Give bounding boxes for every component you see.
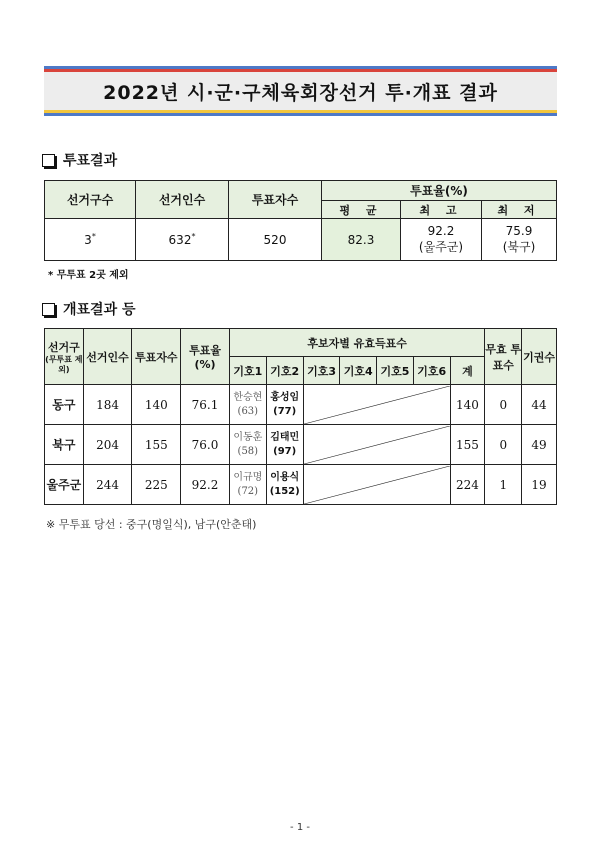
candidate-votes: (152) bbox=[269, 485, 300, 497]
section-counting-result-heading bbox=[42, 299, 136, 319]
header-district-label: 선거구 bbox=[47, 340, 80, 354]
checkbox-square-icon bbox=[42, 154, 55, 167]
cell-min bbox=[482, 219, 557, 261]
row-invalid: 0 bbox=[485, 425, 522, 465]
candidate-name: 이동훈 bbox=[233, 431, 263, 443]
row-voters: 204 bbox=[83, 425, 132, 465]
row-empty-candidates bbox=[303, 425, 450, 465]
value-max: 92.2 bbox=[427, 224, 455, 238]
row-abstain: 49 bbox=[522, 425, 557, 465]
header-no4: 기호4 bbox=[340, 357, 377, 385]
header-avg: 평 균 bbox=[322, 201, 401, 219]
header-abstain: 기권수 bbox=[522, 329, 557, 385]
candidate-votes: (63) bbox=[237, 405, 259, 417]
row-total: 155 bbox=[450, 425, 485, 465]
candidate-name: 김태민 bbox=[270, 431, 300, 443]
cell-avg: 82.3 bbox=[322, 219, 401, 261]
row-candidate2 bbox=[266, 425, 303, 465]
value-voters: 632 bbox=[168, 233, 192, 247]
row-rate: 76.1 bbox=[181, 385, 230, 425]
section-voting-result-heading bbox=[42, 150, 117, 170]
row-candidate1 bbox=[229, 425, 266, 465]
header-no3: 기호3 bbox=[303, 357, 340, 385]
page-title bbox=[44, 72, 557, 110]
diagonal-strike bbox=[304, 386, 450, 424]
voters-mark: * bbox=[191, 232, 196, 241]
row-rate: 76.0 bbox=[181, 425, 230, 465]
header-min: 최 저 bbox=[482, 201, 557, 219]
diagonal-strike bbox=[304, 466, 450, 504]
cell-ballots: 520 bbox=[229, 219, 322, 261]
row-candidate2 bbox=[266, 385, 303, 425]
voting-result-table bbox=[44, 180, 557, 261]
section-heading-text: 투표결과 bbox=[63, 153, 118, 169]
cell-max bbox=[401, 219, 482, 261]
row-district: 북구 bbox=[45, 425, 84, 465]
row-ballots: 140 bbox=[132, 385, 181, 425]
row-candidate2 bbox=[266, 465, 303, 505]
row-voters: 184 bbox=[83, 385, 132, 425]
districts-mark: * bbox=[91, 232, 96, 241]
header-district bbox=[45, 329, 84, 385]
header-invalid: 무효 투표수 bbox=[485, 329, 522, 385]
row-invalid: 1 bbox=[485, 465, 522, 505]
page-number: - 1 - bbox=[290, 822, 310, 833]
candidate-votes: (58) bbox=[237, 445, 259, 457]
value-min-where: (북구) bbox=[502, 240, 536, 254]
header-no2: 기호2 bbox=[266, 357, 303, 385]
candidate-votes: (77) bbox=[273, 405, 297, 417]
value-min: 75.9 bbox=[505, 224, 533, 238]
row-candidate1 bbox=[229, 385, 266, 425]
header-valid-votes: 후보자별 유효득표수 bbox=[229, 329, 485, 357]
header-district-note: (무투표 제외) bbox=[45, 354, 83, 374]
header-max: 최 고 bbox=[401, 201, 482, 219]
candidate-votes: (72) bbox=[237, 485, 259, 497]
header-no6: 기호6 bbox=[413, 357, 450, 385]
row-ballots: 225 bbox=[132, 465, 181, 505]
candidate-name: 이용식 bbox=[270, 471, 300, 483]
header-ballots: 투표자수 bbox=[229, 181, 322, 219]
header-rate: 투표율(%) bbox=[322, 181, 557, 201]
header-ballots: 투표자수 bbox=[132, 329, 181, 385]
value-districts: 3 bbox=[84, 233, 92, 247]
row-abstain: 19 bbox=[522, 465, 557, 505]
counting-result-table bbox=[44, 328, 557, 505]
checkbox-square-icon bbox=[42, 303, 55, 316]
row-abstain: 44 bbox=[522, 385, 557, 425]
row-district: 울주군 bbox=[45, 465, 84, 505]
row-empty-candidates bbox=[303, 385, 450, 425]
page-title-text: 2022년 시·군·구체육회장선거 투·개표 결과 bbox=[103, 81, 498, 104]
title-bar-blue-bottom bbox=[44, 113, 557, 116]
row-voters: 244 bbox=[83, 465, 132, 505]
header-districts: 선거구수 bbox=[45, 181, 136, 219]
row-candidate1 bbox=[229, 465, 266, 505]
row-total: 224 bbox=[450, 465, 485, 505]
row-total: 140 bbox=[450, 385, 485, 425]
row-invalid: 0 bbox=[485, 385, 522, 425]
footnote-uncontested: * 무투표 2곳 제외 bbox=[48, 270, 129, 281]
row-empty-candidates bbox=[303, 465, 450, 505]
diagonal-strike bbox=[304, 426, 450, 464]
section-heading-text: 개표결과 등 bbox=[63, 302, 136, 318]
footnote-uncontested-winners: ※ 무투표 당선 : 중구(명일식), 남구(안춘태) bbox=[46, 518, 257, 531]
row-ballots: 155 bbox=[132, 425, 181, 465]
candidate-votes: (97) bbox=[273, 445, 297, 457]
header-no1: 기호1 bbox=[229, 357, 266, 385]
table-row bbox=[45, 425, 557, 465]
header-total: 계 bbox=[450, 357, 485, 385]
header-voters: 선거인수 bbox=[136, 181, 229, 219]
header-no5: 기호5 bbox=[377, 357, 414, 385]
row-rate: 92.2 bbox=[181, 465, 230, 505]
value-max-where: (울주군) bbox=[418, 240, 464, 254]
cell-voters bbox=[136, 219, 229, 261]
row-district: 동구 bbox=[45, 385, 84, 425]
header-rate: 투표율(%) bbox=[181, 329, 230, 385]
table-row bbox=[45, 385, 557, 425]
cell-districts bbox=[45, 219, 136, 261]
candidate-name: 이규명 bbox=[233, 471, 263, 483]
header-voters: 선거인수 bbox=[83, 329, 132, 385]
candidate-name: 홍성임 bbox=[270, 391, 300, 403]
candidate-name: 한승현 bbox=[233, 391, 263, 403]
table-row bbox=[45, 465, 557, 505]
